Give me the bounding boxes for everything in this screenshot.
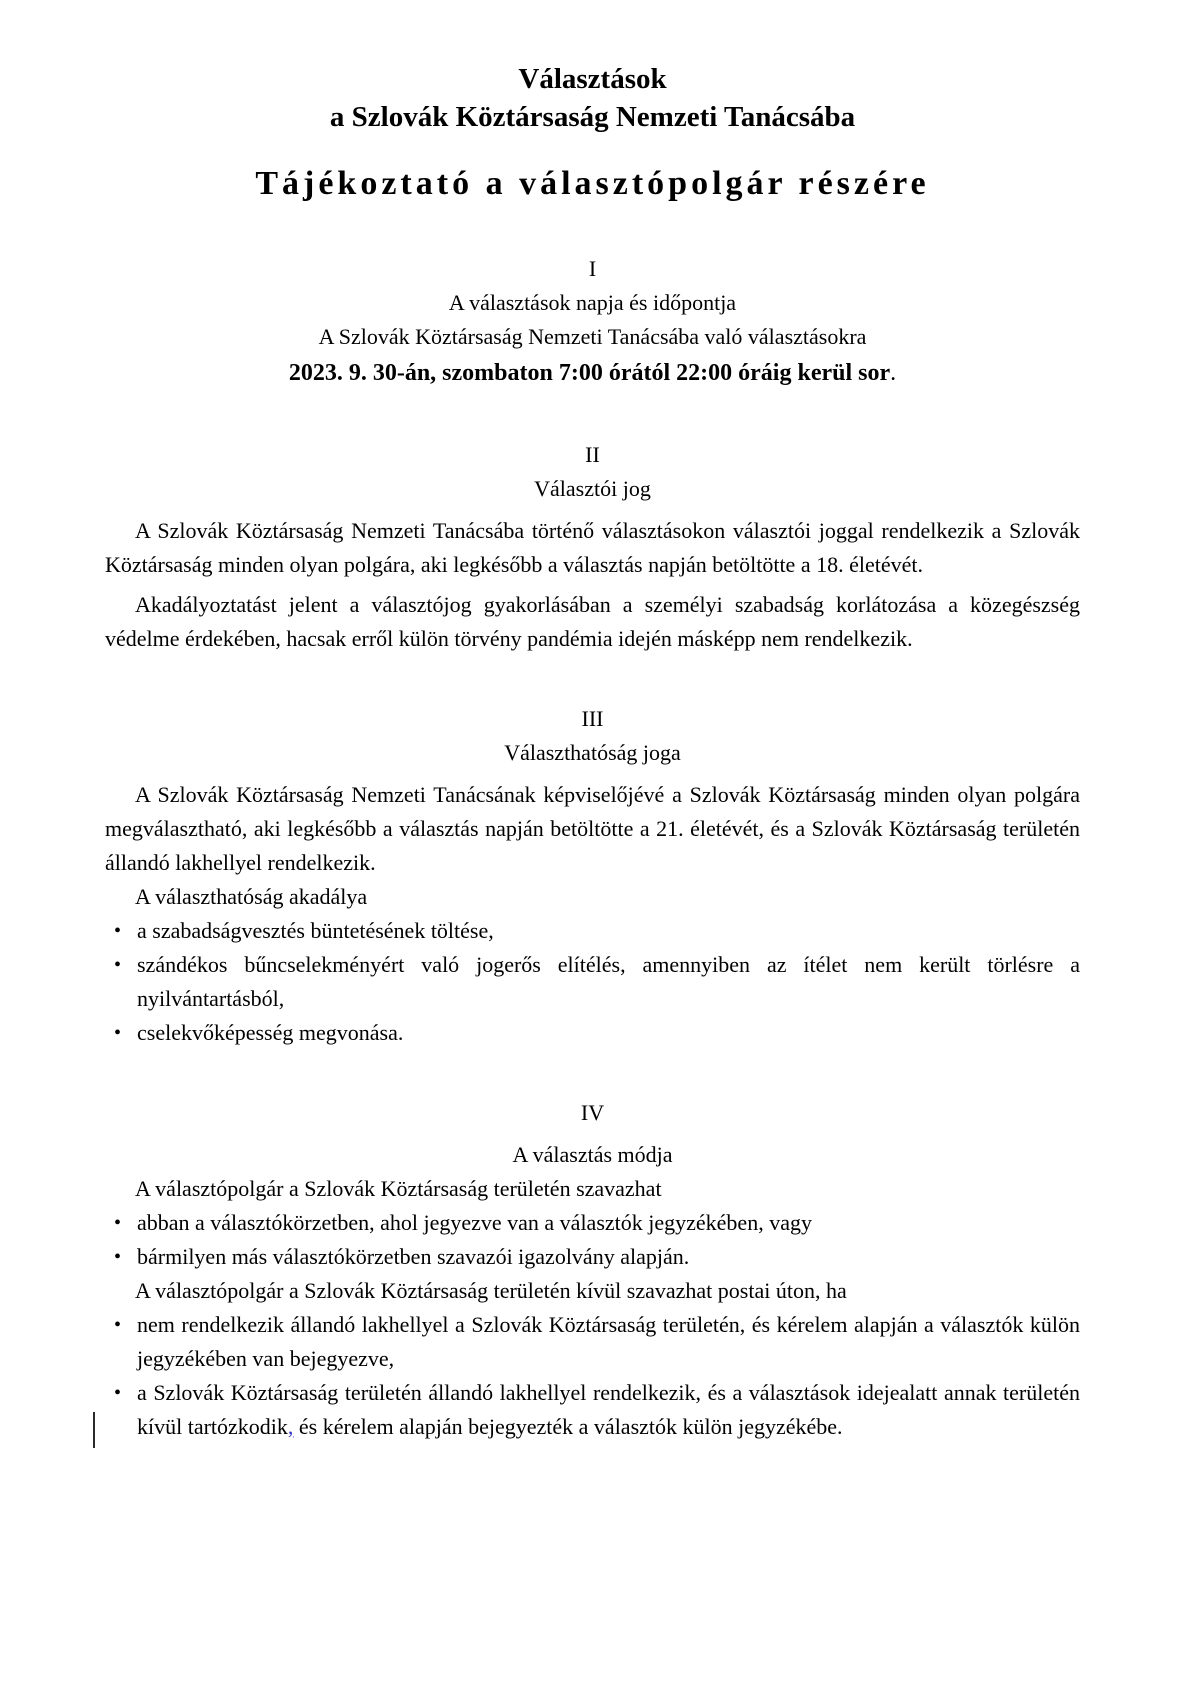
list-item-text: szándékos bűncselekményért való jogerős elítélés, amennyiben az ítélet nem került törlésre a nyilvántartásból, — [137, 952, 1080, 1011]
paragraph: A Szlovák Köztársaság Nemzeti Tanácsába történő választásokon választói joggal rendelkezik a Szlovák Köztársaság minden olyan polgára, aki legkésőbb a választás napján betöltötte a 18. életévét. — [105, 518, 1080, 577]
section-voting-method — [105, 1096, 1080, 1444]
section-2-numeral: II — [585, 442, 600, 467]
bullet-icon: • — [114, 954, 122, 976]
list-item-with-revision — [105, 1376, 1080, 1444]
list-item-text: a szabadságvesztés büntetésének töltése, — [137, 918, 494, 943]
tracked-change-inserted-comma: , — [287, 1414, 294, 1439]
section-3-head — [105, 702, 1080, 770]
list-item-text: bármilyen más választókörzetben szavazói igazolvány alapján. — [137, 1244, 690, 1269]
bullet-icon: • — [114, 1022, 122, 1044]
bullet-icon: • — [114, 1382, 122, 1404]
section-1-numeral: I — [588, 256, 597, 281]
election-date-line — [105, 354, 1080, 392]
section-4-head — [105, 1096, 1080, 1172]
section-voting-right — [105, 438, 1080, 656]
election-date-bold: 2023. 9. 30-án, szombaton 7:00 órától 22:00 óráig kerül sor — [288, 360, 891, 386]
section-3-numeral: III — [581, 706, 604, 731]
section-1-heading-line2: A Szlovák Köztársaság Nemzeti Tanácsába való választásokra — [318, 324, 867, 349]
voting-postal-intro: A választópolgár a Szlovák Köztársaság területén kívül szavazhat postai úton, ha — [135, 1278, 847, 1303]
paragraph: A Szlovák Köztársaság Nemzeti Tanácsának képviselőjévé a Szlovák Köztársaság minden olyan polgára megválasztható, aki legkésőbb a választás napján betöltötte a 21. életévét, és a Szlovák Köztársaság területén állandó lakhellyel rendelkezik. — [105, 782, 1080, 875]
list-item-text: nem rendelkezik állandó lakhellyel a Szlovák Köztársaság területén, és kérelem alapján a választók külön jegyzékében van bejegyezve, — [137, 1312, 1080, 1371]
section-election-date — [105, 252, 1080, 392]
list-item-text: cselekvőképesség megvonása. — [137, 1020, 404, 1045]
document-title-line2: a Szlovák Köztársaság Nemzeti Tanácsába — [329, 101, 856, 133]
section-1-head — [105, 252, 1080, 392]
paragraph: Akadályoztatást jelent a választójog gyakorlásában a személyi szabadság korlátozása a közegészség védelme érdekében, hacsak erről külön törvény pandémia idején másképp nem rendelkezik. — [105, 592, 1080, 651]
list-item — [105, 1016, 1080, 1050]
revision-change-bar — [93, 1412, 95, 1448]
document-title — [105, 60, 1080, 136]
list-item — [105, 1206, 1080, 1240]
list-item-text: abban a választókörzetben, ahol jegyezve van a választók jegyzékében, vagy — [137, 1210, 812, 1235]
section-2-heading: Választói jog — [534, 476, 651, 501]
section-4-heading: A választás módja — [512, 1142, 673, 1167]
bullet-icon: • — [114, 1314, 122, 1336]
list-item — [105, 914, 1080, 948]
section-4-numeral: IV — [580, 1100, 605, 1125]
list-item — [105, 948, 1080, 1016]
bullet-icon: • — [114, 1212, 122, 1234]
document-subtitle: Tájékoztató a választópolgár részére — [255, 165, 930, 202]
list-item — [105, 1240, 1080, 1274]
list-item-text: a Szlovák Köztársaság területén állandó lakhellyel rendelkezik, és a választások idejealatt annak területén kívül tartózkodik — [137, 1380, 1080, 1439]
voting-domestic-intro: A választópolgár a Szlovák Köztársaság területén szavazhat — [135, 1176, 662, 1201]
eligibility-obstacle-subheading: A választhatóság akadálya — [135, 884, 368, 909]
bullet-icon: • — [114, 1246, 122, 1268]
section-3-heading: Választhatóság joga — [504, 740, 681, 765]
bullet-icon: • — [114, 920, 122, 942]
election-date-suffix: . — [890, 360, 897, 386]
section-2-head — [105, 438, 1080, 506]
section-eligibility — [105, 702, 1080, 1050]
section-1-heading-line1: A választások napja és időpontja — [448, 290, 737, 315]
list-item-text: és kérelem alapján bejegyezték a választók külön jegyzékébe. — [293, 1414, 843, 1439]
document-title-line1: Választások — [518, 63, 667, 95]
list-item — [105, 1308, 1080, 1376]
